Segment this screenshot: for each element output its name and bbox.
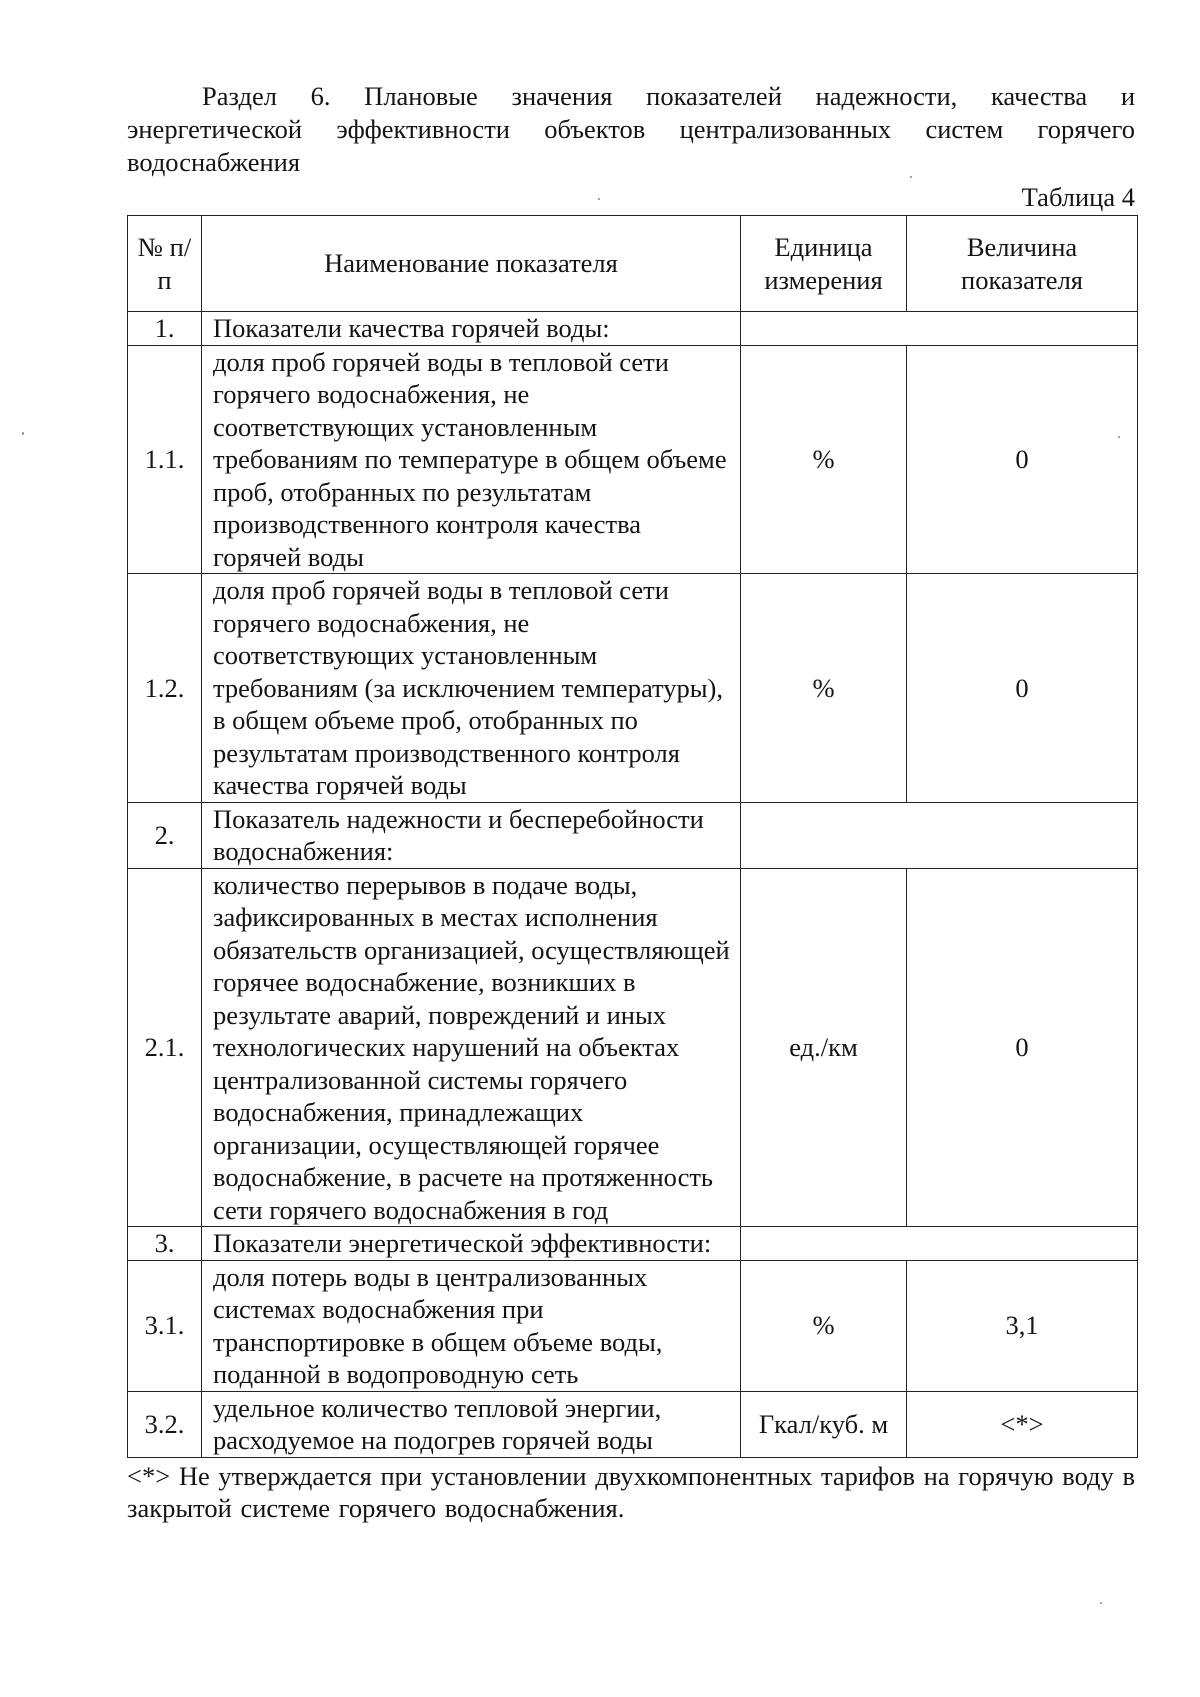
indicator-name: Показатели качества горячей воды:	[202, 312, 741, 346]
unit-cell: %	[741, 574, 907, 803]
indicator-name: Показатели энергетической эффективности:	[202, 1227, 741, 1261]
indicators-table	[127, 215, 1138, 1458]
table-group-row	[128, 1227, 1138, 1261]
group-empty-cell	[741, 802, 1138, 868]
indicator-name: доля проб горячей воды в тепловой сети горячего водоснабжения, не соответствующих установленным требованиям (за исключением температуры), в общем объеме проб, отобранных по результатам производственного контроля качества горячей воды	[202, 574, 741, 803]
table-group-row	[128, 312, 1138, 346]
indicator-name: доля потерь воды в централизованных системах водоснабжения при транспортировке в общем объеме воды, поданной в водопроводную сеть	[202, 1260, 741, 1391]
indicator-name: доля проб горячей воды в тепловой сети горячего водоснабжения, не соответствующих установленным требованиям по температуре в общем объеме проб, отобранных по результатам производственного контроля качества горячей воды	[202, 345, 741, 574]
table-caption: Таблица 4	[1021, 182, 1135, 212]
table-row	[128, 1260, 1138, 1391]
value-cell: <*>	[907, 1391, 1138, 1457]
unit-cell: %	[741, 1260, 907, 1391]
header-value: Величина показателя	[907, 216, 1138, 312]
table-row	[128, 574, 1138, 803]
row-number: 3.	[128, 1227, 202, 1261]
header-num: № п/п	[128, 216, 202, 312]
table-row	[128, 1391, 1138, 1457]
value-cell: 0	[907, 574, 1138, 803]
row-number: 1.	[128, 312, 202, 346]
row-number: 2.1.	[128, 868, 202, 1227]
value-cell: 0	[907, 345, 1138, 574]
table-row	[128, 868, 1138, 1227]
row-number: 1.1.	[128, 345, 202, 574]
table-row	[128, 345, 1138, 574]
value-cell: 3,1	[907, 1260, 1138, 1391]
table-header-row	[128, 216, 1138, 312]
unit-cell: %	[741, 345, 907, 574]
scan-speck	[1100, 1602, 1102, 1604]
scan-speck	[1118, 436, 1120, 438]
section-title: Раздел 6. Плановые значения показателей надежности, качества и энергетической эффективности объектов централизованных систем горячего водоснабжения	[127, 81, 1135, 177]
row-number: 3.1.	[128, 1260, 202, 1391]
header-name: Наименование показателя	[202, 216, 741, 312]
footnote: <*> Не утверждается при установлении двухкомпонентных тарифов на горячую воду в закрытой системе горячего водоснабжения.	[127, 1460, 1135, 1523]
group-empty-cell	[741, 312, 1138, 346]
row-number: 2.	[128, 802, 202, 868]
scan-speck	[910, 176, 912, 178]
scan-speck	[22, 432, 24, 435]
header-unit: Единица измерения	[741, 216, 907, 312]
indicator-name: количество перерывов в подаче воды, зафиксированных в местах исполнения обязательств организацией, осуществляющей горячее водоснабжение, возникших в результате аварий, повреждений и иных технологических нарушений на объектах централизованной системы горячего водоснабжения, принадлежащих организации, осуществляющей горячее водоснабжение, в расчете на протяженность сети горячего водоснабжения в год	[202, 868, 741, 1227]
scan-speck	[598, 198, 600, 200]
table-group-row	[128, 802, 1138, 868]
document-page	[127, 80, 1135, 1551]
unit-cell: Гкал/куб. м	[741, 1391, 907, 1457]
indicator-name: удельное количество тепловой энергии, расходуемое на подогрев горячей воды	[202, 1391, 741, 1457]
group-empty-cell	[741, 1227, 1138, 1261]
value-cell: 0	[907, 868, 1138, 1227]
unit-cell: ед./км	[741, 868, 907, 1227]
indicator-name: Показатель надежности и бесперебойности водоснабжения:	[202, 802, 741, 868]
row-number: 1.2.	[128, 574, 202, 803]
row-number: 3.2.	[128, 1391, 202, 1457]
